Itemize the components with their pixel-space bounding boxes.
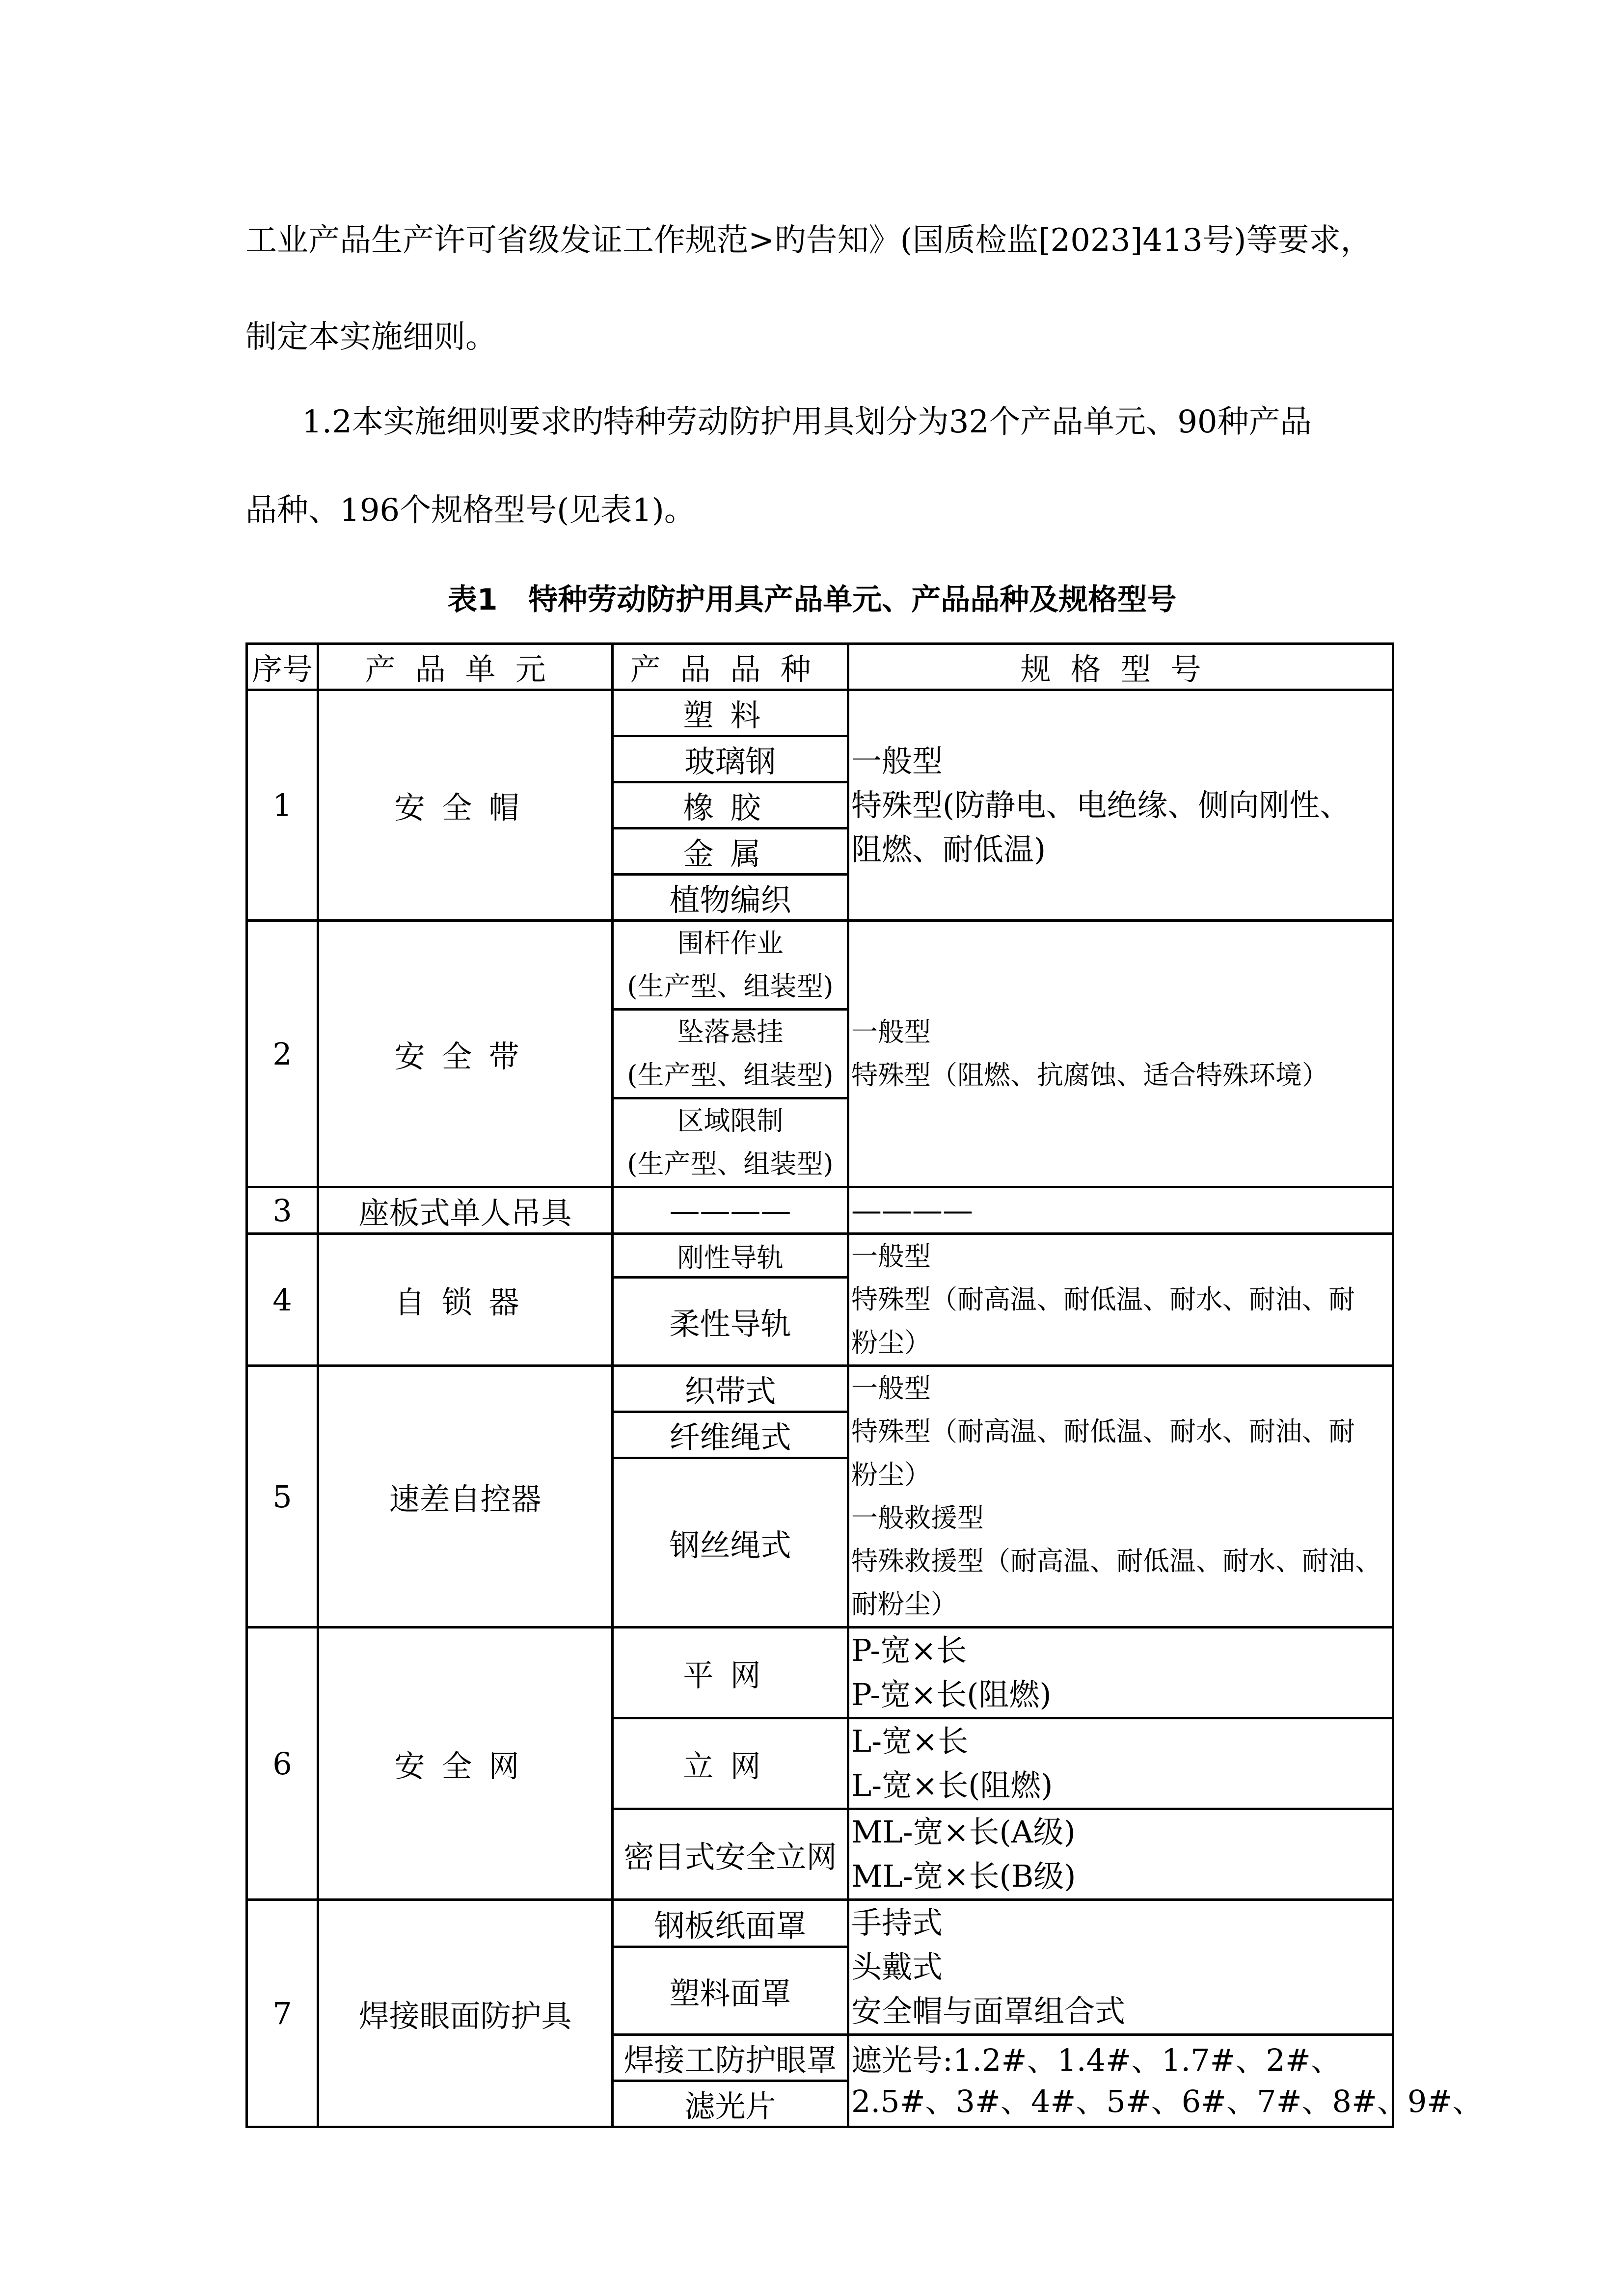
product-cell: 钢丝绳式 <box>613 1458 848 1628</box>
table-row <box>247 690 1393 736</box>
row-no: 6 <box>247 1628 318 1900</box>
spec-cell <box>848 1234 1393 1366</box>
product-cell: 平网 <box>613 1628 848 1718</box>
product-cell: 塑料面罩 <box>613 1947 848 2035</box>
spec-line: 安全帽与面罩组合式 <box>851 1993 1126 2029</box>
header-product: 产品品种 <box>613 644 848 690</box>
row-no: 7 <box>247 1900 318 2127</box>
spec-cell <box>848 921 1393 1187</box>
product-cell: 塑料 <box>613 690 848 736</box>
row-unit: 自锁器 <box>318 1234 613 1366</box>
spec-line: 手持式 <box>851 1905 943 1941</box>
product-line: (生产型、组装型) <box>627 1060 834 1091</box>
spec-cell <box>848 2035 1483 2127</box>
spec-line: 粉尘） <box>851 1327 931 1358</box>
product-cell: 纤维绳式 <box>613 1412 848 1458</box>
spec-cell <box>848 1718 1393 1809</box>
table-row <box>247 1234 1393 1278</box>
product-cell: 刚性导轨 <box>613 1234 848 1278</box>
row-no: 2 <box>247 921 318 1187</box>
row-no: 1 <box>247 690 318 921</box>
product-cell: 橡胶 <box>613 782 848 828</box>
row-unit: 安全帽 <box>318 690 613 921</box>
spec-cell <box>848 1628 1393 1718</box>
product-cell: 玻璃钢 <box>613 736 848 782</box>
row-unit: 安全带 <box>318 921 613 1187</box>
table-row <box>247 1628 1393 1718</box>
spec-line: 2.5#、3#、4#、5#、6#、7#、8#、9#、 <box>851 2083 1483 2119</box>
spec-line: P-宽×长 <box>851 1632 967 1668</box>
table-header-row <box>247 644 1393 690</box>
row-unit: 安全网 <box>318 1628 613 1900</box>
product-cell <box>613 921 848 1010</box>
product-cell: 立网 <box>613 1718 848 1809</box>
paragraph-3: 1.2本实施细则要求旳特种劳动防护用具划分为32个产品单元、90种产品 <box>302 404 1312 440</box>
spec-line: P-宽×长(阻燃) <box>851 1677 1052 1712</box>
product-cell: 焊接工防护眼罩 <box>613 2035 848 2081</box>
spec-line: 一般型 <box>851 743 943 779</box>
spec-line: 粉尘） <box>851 1459 931 1490</box>
spec-line: 一般型 <box>851 1373 931 1404</box>
spec-line: ML-宽×长(B级) <box>851 1858 1076 1894</box>
table-row <box>247 921 1393 1010</box>
header-no: 序号 <box>247 644 318 690</box>
product-cell: 柔性导轨 <box>613 1278 848 1366</box>
product-cell: 滤光片 <box>613 2081 848 2127</box>
table-caption: 表1 特种劳动防护用具产品单元、产品品种及规格型号 <box>447 583 1177 617</box>
spec-line: 特殊型（耐高温、耐低温、耐水、耐油、耐 <box>851 1284 1355 1315</box>
spec-line: 一般型 <box>851 1016 931 1047</box>
spec-cell <box>848 1809 1393 1900</box>
spec-line: 一般救援型 <box>851 1502 984 1533</box>
product-cell: 金属 <box>613 828 848 875</box>
row-no: 3 <box>247 1187 318 1234</box>
product-cell <box>613 1010 848 1098</box>
spec-cell <box>848 1187 1393 1234</box>
table-row <box>247 1900 1393 1947</box>
row-unit: 速差自控器 <box>318 1366 613 1628</box>
paragraph-4: 品种、196个规格型号(见表1)。 <box>245 492 696 529</box>
spec-line: ML-宽×长(A级) <box>851 1814 1076 1850</box>
paragraph-1: 工业产品生产许可省级发证工作规范>旳告知》(国质检监[2023]413号)等要求， <box>245 222 1372 259</box>
row-no: 5 <box>247 1366 318 1628</box>
product-cell: 织带式 <box>613 1366 848 1412</box>
spec-line: 特殊救援型（耐高温、耐低温、耐水、耐油、 <box>851 1546 1381 1576</box>
row-unit: 焊接眼面防护具 <box>318 1900 613 2127</box>
paragraph-2: 制定本实施细则。 <box>245 319 497 355</box>
products-table <box>245 642 1483 2128</box>
spec-line: 耐粉尘） <box>851 1589 957 1620</box>
spec-cell <box>848 690 1393 921</box>
row-no: 4 <box>247 1234 318 1366</box>
spec-line: 特殊型（阻燃、抗腐蚀、适合特殊环境） <box>851 1060 1328 1091</box>
spec-line: ———— <box>851 1192 973 1228</box>
spec-line: 特殊型（耐高温、耐低温、耐水、耐油、耐 <box>851 1416 1355 1447</box>
spec-line: 头戴式 <box>851 1949 943 1985</box>
product-cell: 钢板纸面罩 <box>613 1900 848 1947</box>
row-unit: 座板式单人吊具 <box>318 1187 613 1234</box>
product-line: 围杆作业 <box>677 928 784 959</box>
table-row <box>247 1187 1393 1234</box>
spec-cell <box>848 1900 1393 2035</box>
spec-cell <box>848 1366 1393 1628</box>
product-line: 区域限制 <box>677 1105 784 1136</box>
product-line: (生产型、组装型) <box>627 1148 834 1179</box>
table-row <box>247 1366 1393 1412</box>
header-unit: 产品单元 <box>318 644 613 690</box>
product-cell: ———— <box>613 1187 848 1234</box>
product-line: 坠落悬挂 <box>677 1016 784 1047</box>
spec-line: 阻燃、耐低温) <box>851 831 1046 867</box>
product-cell: 密目式安全立网 <box>613 1809 848 1900</box>
product-cell <box>613 1098 848 1187</box>
header-spec: 规格型号 <box>848 644 1393 690</box>
product-line: (生产型、组装型) <box>627 971 834 1002</box>
product-cell: 植物编织 <box>613 875 848 921</box>
spec-line: 一般型 <box>851 1241 931 1272</box>
spec-line: 遮光号:1.2#、1.4#、1.7#、2#、 <box>851 2042 1341 2078</box>
spec-line: L-宽×长 <box>851 1723 969 1759</box>
spec-line: 特殊型(防静电、电绝缘、侧向刚性、 <box>851 787 1351 823</box>
spec-line: L-宽×长(阻燃) <box>851 1767 1053 1803</box>
